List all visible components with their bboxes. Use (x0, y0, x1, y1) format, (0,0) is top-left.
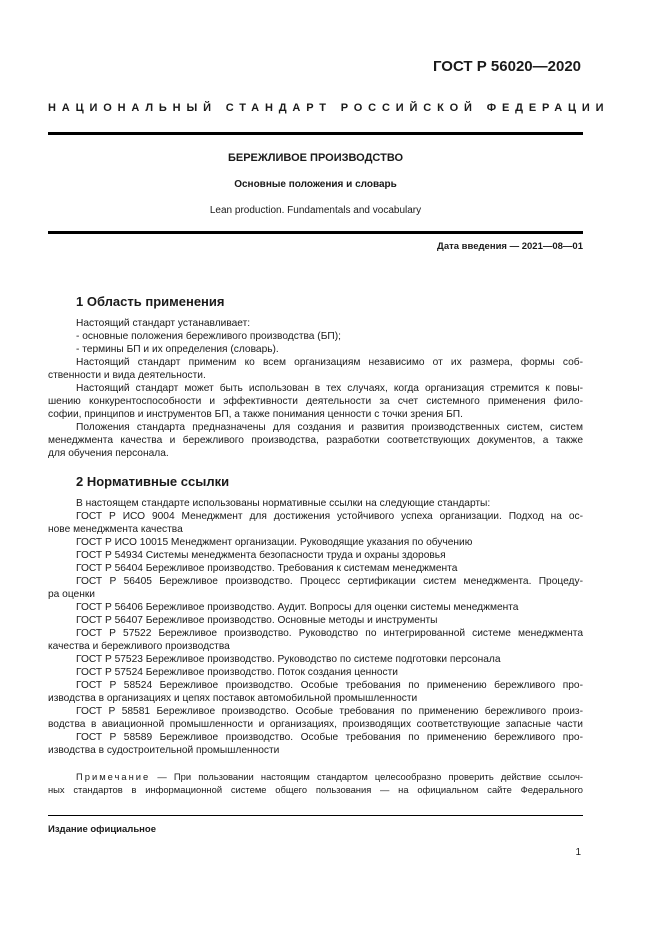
reference-line: ГОСТ Р 57524 Бережливое производство. Поток создания ценности (76, 667, 398, 678)
paragraph-line: шению конкурентоспособности и эффективности деятельности за счет системного применения фило- (48, 396, 583, 407)
paragraph-line: Настоящий стандарт применим ко всем организациям независимо от их размера, формы соб- (76, 357, 583, 368)
standard-title-english: Lean production. Fundamentals and vocabulary (209, 205, 422, 216)
reference-line: ГОСТ Р 56405 Бережливое производство. Процесс сертификации систем менеджмента. Процеду- (76, 576, 583, 587)
section-2-heading: 2 Нормативные ссылки (76, 474, 230, 489)
reference-line: ГОСТ Р 58524 Бережливое производство. Особые требования по применению бережливого про- (76, 680, 583, 691)
reference-line: ГОСТ Р 56404 Бережливое производство. Требования к системам менеджмента (76, 563, 458, 574)
document-code: ГОСТ Р 56020—2020 (432, 58, 581, 75)
reference-line: ГОСТ Р 56407 Бережливое производство. Основные методы и инструменты (76, 615, 438, 626)
reference-line: ГОСТ Р 58581 Бережливое производство. Особые требования по применению бережливого произ- (76, 706, 583, 717)
paragraph-line: Положения стандарта предназначены для создания и развития производственных систем, систем (76, 422, 583, 433)
national-standard-banner: НАЦИОНАЛЬНЫЙ СТАНДАРТ РОССИЙСКОЙ ФЕДЕРАЦИИ (48, 102, 610, 114)
paragraph-line: В настоящем стандарте использованы нормативные ссылки на следующие стандарты: (76, 498, 491, 509)
reference-line: ГОСТ Р ИСО 9004 Менеджмент для достижения устойчивого успеха организации. Подход на ос- (76, 511, 583, 522)
list-item: - основные положения бережливого производства (БП); (76, 331, 341, 342)
note-text: — При пользовании настоящим стандартом целесообразно проверить действие ссылоч- (150, 771, 583, 782)
page-number: 1 (575, 847, 581, 858)
reference-line: ра оценки (48, 589, 95, 600)
reference-line: ГОСТ Р 57522 Бережливое производство. Руководство по интегрированной системе менеджмента (76, 628, 583, 639)
standard-subtitle: Основные положения и словарь (234, 179, 397, 190)
reference-line: ГОСТ Р 58589 Бережливое производство. Особые требования по применению бережливого про- (76, 732, 583, 743)
reference-line: изводства в судостроительной промышленности (48, 745, 280, 756)
paragraph-line: для обучения персонала. (48, 448, 169, 459)
header-rule (48, 132, 583, 135)
reference-line: водства в авиационной промышленности и организациях, производящих соответствующие запасные части (48, 719, 583, 730)
paragraph-line: Настоящий стандарт устанавливает: (76, 318, 251, 329)
footer-rule (48, 815, 583, 816)
reference-line: ГОСТ Р 54934 Системы менеджмента безопасности труда и охраны здоровья (76, 550, 446, 561)
note-line (48, 770, 583, 783)
section-1-heading: 1 Область применения (76, 294, 225, 309)
reference-line: нове менеджмента качества (48, 524, 183, 535)
list-item: - термины БП и их определения (словарь). (76, 344, 279, 355)
reference-line: качества и бережливого производства (48, 641, 230, 652)
reference-line: ГОСТ Р 57523 Бережливое производство. Руководство по системе подготовки персонала (76, 654, 501, 665)
edition-label: Издание официальное (48, 824, 156, 835)
paragraph-line: ственности и вида деятельности. (48, 370, 206, 381)
reference-line: ГОСТ Р ИСО 10015 Менеджмент организации. Руководящие указания по обучению (76, 537, 473, 548)
note-line: ных стандартов в информационной системе общего пользования — на официальном сайте Федерального (48, 784, 583, 795)
paragraph-line: софии, принципов и инструментов БП, а также понимания ценности с точки зрения БП. (48, 409, 463, 420)
note-label: Примечание (76, 771, 151, 782)
paragraph-line: менеджмента качества и бережливого производства, разработки соответствующих документов, а также (48, 435, 583, 446)
reference-line: изводства в организациях и цепях поставок автомобильной промышленности (48, 693, 418, 704)
reference-line: ГОСТ Р 56406 Бережливое производство. Аудит. Вопросы для оценки системы менеджмента (76, 602, 519, 613)
effective-date: Дата введения — 2021—08—01 (437, 241, 583, 252)
title-rule (48, 231, 583, 234)
standard-title: БЕРЕЖЛИВОЕ ПРОИЗВОДСТВО (227, 152, 404, 164)
paragraph-line: Настоящий стандарт может быть использован в тех случаях, когда организация стремится к повы- (76, 383, 583, 394)
